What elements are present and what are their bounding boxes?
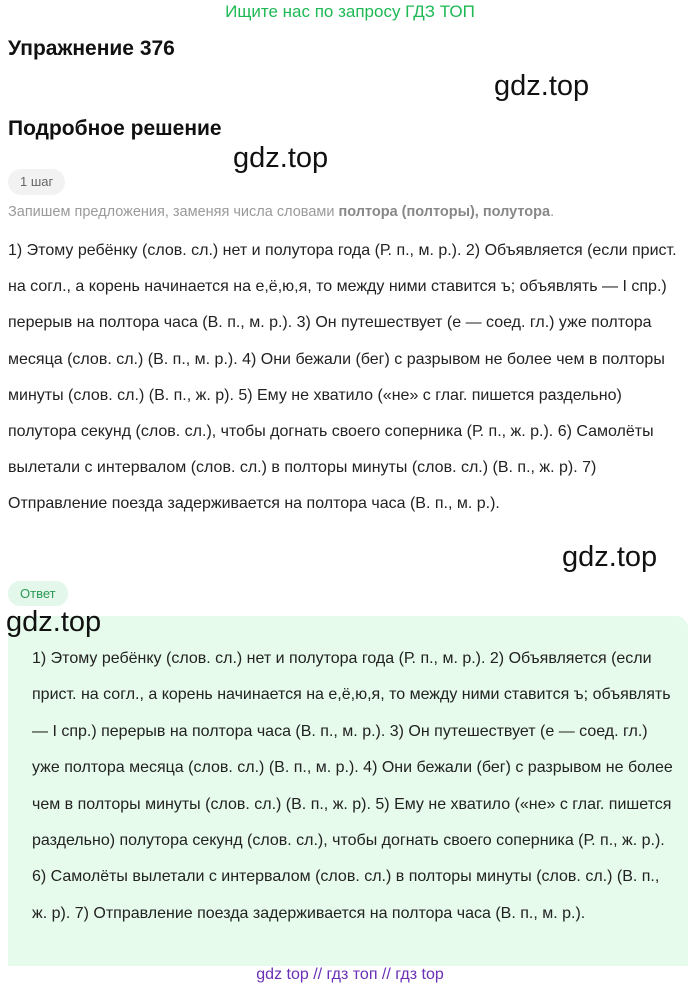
intro-suffix: . [550, 204, 555, 220]
step-badge: 1 шаг [8, 169, 65, 195]
watermark: gdz.top [562, 541, 658, 573]
top-banner[interactable]: Ищите нас по запросу ГДЗ ТОП [225, 2, 475, 21]
watermark: gdz.top [6, 606, 102, 638]
page-title: Упражнение 376 [8, 37, 175, 60]
watermark: gdz.top [494, 70, 590, 102]
answer-text: 1) Этому ребёнку (слов. сл.) нет и полутора года (Р. п., м. р.). 2) Объявляется (если прист. на согл., а корень начинается на е,ё,ю,я, то между ними ставится ъ; объявлять — I спр.) перерыв на полтора часа (В. п., м. р.). 3) Он путешествует (е — соед. гл.) уже полтора месяца (слов. сл.) (В. п., м. р.). 4) Они бежали (бег) с разрывом не более чем в полторы минуты (слов. сл.) (В. п., ж. р). 5) Ему не хватило («не» с глаг. пишется раздельно) полутора секунд (слов. сл.), чтобы догнать своего соперника (Р. п., ж. р.). 6) Самолёты вылетали с интервалом (слов. сл.) в полторы минуты (слов. сл.) (В. п., ж. р). 7) Отправление поезда задерживается на полтора часа (В. п., м. р.). [32, 650, 673, 922]
intro-bold: полтора (полторы), полутора [338, 204, 551, 220]
intro-prefix: Запишем предложения, заменяя числа словами [8, 204, 339, 220]
footer-links[interactable]: gdz top // гдз топ // гдз top [256, 966, 444, 983]
solution-text: 1) Этому ребёнку (слов. сл.) нет и полутора года (Р. п., м. р.). 2) Объявляется (если прист. на согл., а корень начинается на е,ё,ю,я, то между ними ставится ъ; объявлять — I спр.) перерыв на полтора часа (В. п., м. р.). 3) Он путешествует (е — соед. гл.) уже полтора месяца (слов. сл.) (В. п., м. р.). 4) Они бежали (бег) с разрывом не более чем в полторы минуты (слов. сл.) (В. п., ж. р). 5) Ему не хватило («не» с глаг. пишется раздельно) полутора секунд (слов. сл.), чтобы догнать своего соперника (Р. п., ж. р.). 6) Самолёты вылетали с интервалом (слов. сл.) в полторы минуты (слов. сл.) (В. п., ж. р). 7) Отправление поезда задерживается на полтора часа (В. п., м. р.). [8, 242, 677, 513]
answer-badge: Ответ [8, 581, 68, 606]
section-title: Подробное решение [8, 117, 222, 140]
watermark: gdz.top [233, 142, 329, 174]
intro-text [8, 204, 688, 220]
